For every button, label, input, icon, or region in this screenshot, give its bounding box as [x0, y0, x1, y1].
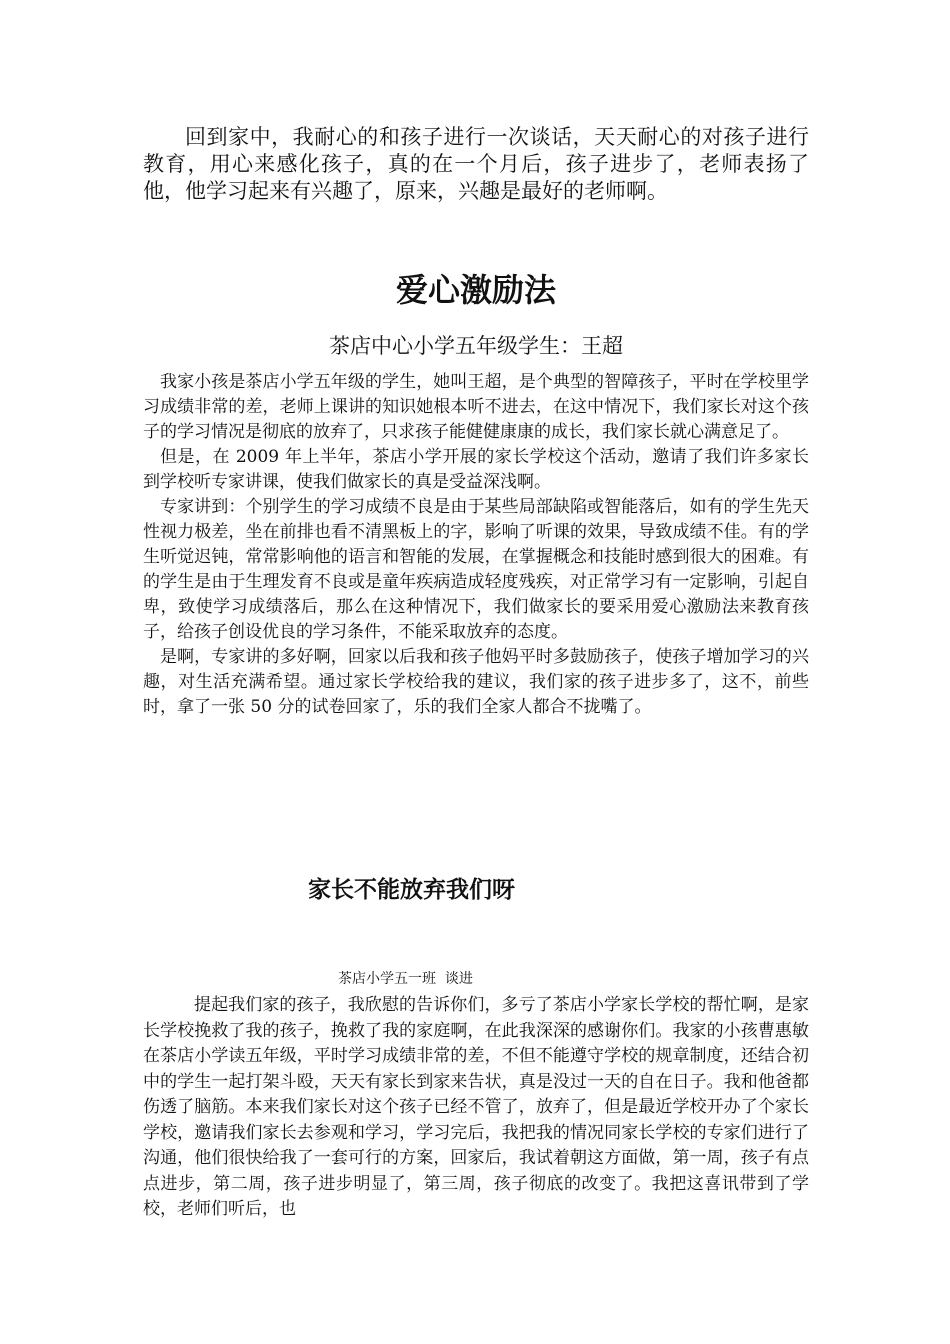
article-author: 茶店中心小学五年级学生：王超 — [329, 334, 623, 358]
article-body — [143, 370, 809, 720]
body-paragraph: 是啊，专家讲的多好啊，回家以后我和孩子他妈平时多鼓励孩子，使孩子增加学习的兴趣，对生活充满希望。通过家长学校给我的建议，我们家的孩子进步多了，这不，前些时，拿了一张 50 分的试卷回家了，乐的我们全家人都合不拢嘴了。 — [143, 647, 809, 717]
body-paragraph: 我家小孩是茶店小学五年级的学生，她叫王超，是个典型的智障孩子，平时在学校里学习成绩非常的差，老师上课讲的知识她根本听不进去，在这中情况下，我们家长对这个孩子的学习情况是彻底的放弃了，只求孩子能健健康康的成长，我们家长就心满意足了。 — [143, 372, 809, 442]
closing-paragraph: 回到家中，我耐心的和孩子进行一次谈话，天天耐心的对孩子进行教育，用心来感化孩子，真的在一个月后，孩子进步了，老师表扬了他，他学习起来有兴趣了，原来，兴趣是最好的老师啊。 — [143, 125, 809, 203]
second-article-body: 提起我们家的孩子，我欣慰的告诉你们，多亏了茶店小学家长学校的帮忙啊，是家长学校挽救了我的孩子，挽救了我的家庭啊，在此我深深的感谢你们。我家的小孩曹惠敏在茶店小学读五年级，平时学习成绩非常的差，不但不能遵守学校的规章制度，还结合初中的学生一起打架斗殴，天天有家长到家来告状，真是没过一天的自在日子。我和他爸都伤透了脑筋。本来我们家长对这个孩子已经不管了，放弃了，但是最近学校开办了个家长学校，邀请我们家长去参观和学习，学习完后，我把我的情况同家长学校的专家们进行了沟通，他们很快给我了一套可行的方案，回家后，我试着朝这方面做，第一周，孩子有点点进步，第二周，孩子进步明显了，第三周，孩子彻底的改变了。我把这喜讯带到了学校，老师们听后，也 — [143, 995, 809, 1219]
body-paragraph: 但是，在 2009 年上半年，茶店小学开展的家长学校这个活动，邀请了我们许多家长到学校听专家讲课，使我们做家长的真是受益深浅啊。 — [143, 447, 809, 492]
article-title: 爱心激励法 — [395, 271, 556, 309]
second-article-byline: 茶店小学五一班 谈进 — [338, 971, 473, 987]
body-paragraph: 专家讲到：个别学生的学习成绩不良是由于某些局部缺陷或智能落后，如有的学生先天性视力极差，坐在前排也看不清黑板上的字，影响了听课的效果，导致成绩不佳。有的学生听觉迟钝，常常影响他的语言和智能的发展，在掌握概念和技能时感到很大的困难。有的学生是由于生理发育不良或是童年疾病造成轻度残疾，对正常学习有一定影响，引起自卑，致使学习成绩落后，那么在这种情况下，我们做家长的要采用爱心激励法来教育孩子，给孩子创设优良的学习条件，不能采取放弃的态度。 — [143, 497, 809, 642]
second-article-title: 家长不能放弃我们呀 — [308, 876, 515, 903]
